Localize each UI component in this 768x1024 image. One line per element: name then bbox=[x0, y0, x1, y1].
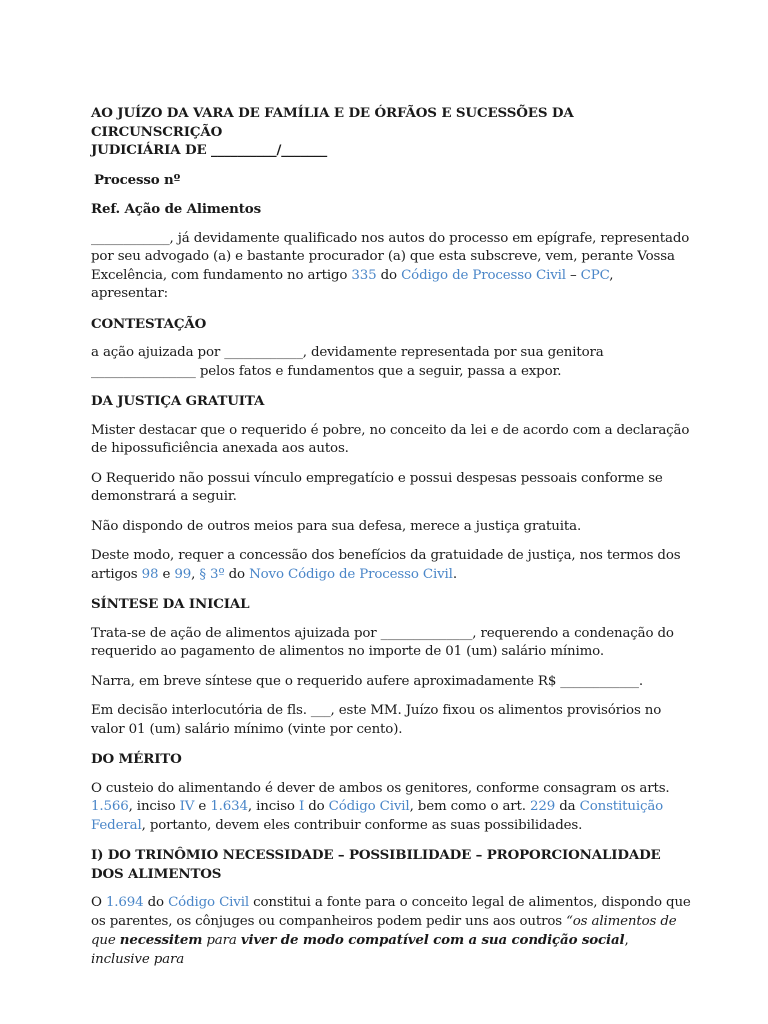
court-heading-line2: JUDICIÁRIA DE __________/_______ bbox=[91, 142, 328, 158]
contestacao-paragraph: a ação ajuizada por ____________, devidamente representada por sua genitora ________________ pelos fatos e fundamentos que a seguir, passa a expor. bbox=[91, 345, 604, 379]
trinomio-text-4: , bbox=[624, 933, 629, 948]
sintese-paragraph-3: Em decisão interlocutória de fls. ___, este MM. Juízo fixou os alimentos provisórios no valor 01 (um) salário mínimo (vinte por cento). bbox=[91, 703, 662, 737]
contestacao-title: CONTESTAÇÃO bbox=[91, 315, 207, 332]
trinomio-quote-3: inclusive para bbox=[91, 951, 185, 967]
cpc-abbr-link[interactable]: CPC bbox=[580, 267, 610, 283]
intro-text-2: do bbox=[376, 267, 402, 283]
justica-paragraph-3: Não dispondo de outros meios para sua defesa, merece a justiça gratuita. bbox=[91, 518, 582, 534]
justica-p4-text-5: . bbox=[452, 566, 457, 582]
justica-gratuita-title: DA JUSTIÇA GRATUITA bbox=[91, 393, 265, 409]
merito-text-4: , inciso bbox=[247, 799, 299, 814]
sintese-title: SÍNTESE DA INICIAL bbox=[91, 596, 250, 612]
article-229-link[interactable]: 229 bbox=[530, 799, 556, 814]
sintese-paragraph-2: Narra, em breve síntese que o requerido aufere aproximadamente R$ ____________. bbox=[91, 673, 643, 689]
inciso-i-link[interactable]: I bbox=[298, 799, 305, 814]
article-1634-link[interactable]: 1.634 bbox=[210, 799, 248, 814]
codigo-civil-link-2[interactable]: Código Civil bbox=[168, 895, 249, 910]
merito-title: DO MÉRITO bbox=[91, 751, 182, 767]
trinomio-paragraph-1 bbox=[91, 894, 691, 969]
document-body bbox=[91, 104, 691, 980]
trinomio-quote-bold-1: necessitem bbox=[119, 932, 203, 948]
merito-text-5: do bbox=[304, 799, 329, 814]
trinomio-quote-1: “os alimentos de que bbox=[91, 913, 677, 948]
merito-text-8: , portanto, devem eles contribuir conforme as suas possibilidades. bbox=[141, 817, 583, 833]
justica-paragraph-4 bbox=[91, 547, 691, 584]
trinomio-quote-bold-2: viver de modo compatível com a sua condição social bbox=[240, 932, 625, 948]
article-98-link[interactable]: 98 bbox=[141, 566, 159, 582]
merito-text-6: , bem como o art. bbox=[409, 799, 531, 814]
justica-p4-text-2: e bbox=[158, 566, 175, 582]
trinomio-title: I) DO TRINÔMIO NECESSIDADE – POSSIBILIDADE – PROPORCIONALIDADE DOS ALIMENTOS bbox=[91, 847, 661, 882]
justica-paragraph-2: O Requerido não possui vínculo empregatício e possui despesas pessoais conforme se demonstrará a seguir. bbox=[91, 470, 663, 504]
codigo-civil-link[interactable]: Código Civil bbox=[328, 799, 410, 814]
merito-text-7: da bbox=[555, 799, 580, 814]
merito-text-1: O custeio do alimentando é dever de ambos os genitores, conforme consagram os arts. bbox=[91, 780, 670, 796]
intro-paragraph bbox=[91, 230, 691, 304]
article-1566-link[interactable]: 1.566 bbox=[91, 799, 129, 814]
court-heading-line1: AO JUÍZO DA VARA DE FAMÍLIA E DE ÓRFÃOS E SUCESSÕES DA CIRCUNSCRIÇÃO bbox=[91, 105, 574, 140]
trinomio-text-2: do bbox=[143, 895, 169, 910]
inciso-iv-link[interactable]: IV bbox=[179, 799, 195, 814]
article-335-link[interactable]: 335 bbox=[351, 267, 377, 283]
trinomio-text-3: constitui a fonte para o conceito legal de alimentos, dispondo que os parentes, os cônjuges ou companheiros podem pedir uns aos outros bbox=[91, 895, 691, 929]
ref-label: Ref. Ação de Alimentos bbox=[91, 201, 261, 217]
processo-label: Processo nº bbox=[94, 171, 181, 188]
justica-paragraph-1: Mister destacar que o requerido é pobre, no conceito da lei e de acordo com a declaração de hipossuficiência anexada aos autos. bbox=[91, 422, 690, 456]
cpc-link[interactable]: Código de Processo Civil bbox=[401, 267, 566, 283]
justica-p4-text-4: do bbox=[224, 566, 250, 582]
novo-cpc-link[interactable]: Novo Código de Processo Civil bbox=[249, 566, 453, 582]
merito-text-2: , inciso bbox=[128, 799, 180, 814]
article-1694-link[interactable]: 1.694 bbox=[105, 895, 144, 910]
justica-p4-text-3: , bbox=[191, 566, 200, 582]
court-heading bbox=[91, 104, 691, 160]
justica-p4-text-1: Deste modo, requer a concessão dos benefícios da gratuidade de justiça, nos termos dos artigos bbox=[91, 548, 681, 582]
intro-text-4: , apresentar: bbox=[91, 267, 614, 301]
intro-text-3: – bbox=[565, 267, 581, 283]
constituicao-federal-link[interactable]: Constituição Federal bbox=[91, 799, 664, 833]
merito-paragraph-1 bbox=[91, 780, 691, 836]
intro-text-1: ____________, já devidamente qualificado nos autos do processo em epígrafe, representado por seu advogado (a) e bastante procurador (a) que esta subscreve, vem, perante Vossa Excelência, com fundamento no artigo bbox=[91, 230, 690, 283]
paragraph-3-link[interactable]: § 3º bbox=[199, 566, 225, 582]
trinomio-text-1: O bbox=[91, 895, 106, 910]
merito-text-3: e bbox=[194, 799, 211, 814]
sintese-paragraph-1: Trata-se de ação de alimentos ajuizada por ______________, requerendo a condenação do requerido ao pagamento de alimentos no importe de 01 (um) salário mínimo. bbox=[91, 625, 674, 659]
trinomio-quote-2: para bbox=[202, 933, 241, 948]
article-99-link[interactable]: 99 bbox=[174, 566, 192, 582]
